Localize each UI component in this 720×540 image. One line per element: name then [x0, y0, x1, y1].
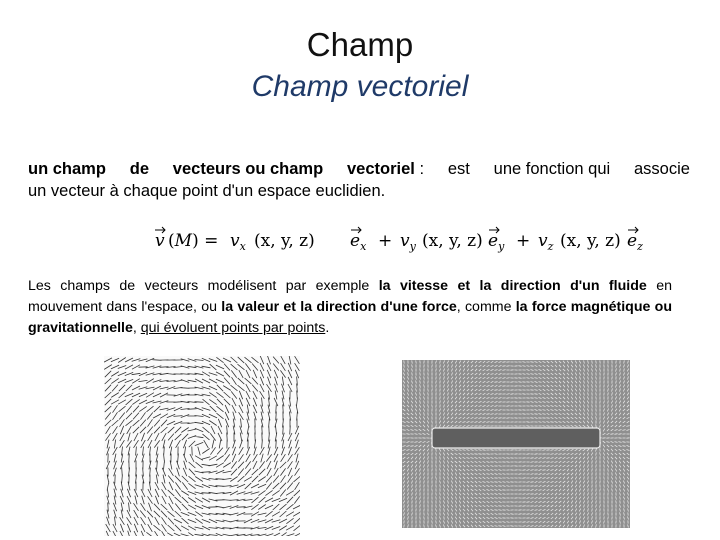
vortex-field-image	[104, 356, 300, 536]
formula-ex: $e_x$	[350, 231, 367, 253]
paragraph-segment: Les champs de vecteurs modélisent par exemple	[28, 278, 379, 294]
formula-args-3: (x, y, z)	[560, 231, 621, 251]
formula-ey: $e_y$	[488, 231, 505, 253]
paragraph-bold: la force magnétique ou gravitationnelle	[28, 299, 672, 336]
definition-separator: :	[419, 160, 425, 178]
formula-vy: $v_y$	[400, 231, 416, 253]
paragraph-segment: en mouvement dans l'espace, ou	[28, 278, 672, 315]
formula-vx: $v_x$	[230, 231, 246, 253]
vector-field-formula	[150, 224, 660, 254]
paragraph-bold: la valeur et la direction d'une force	[221, 299, 457, 315]
magnetic-field-svg	[402, 360, 630, 528]
definition-line-2: un vecteur à chaque point d'un espace euclidien.	[28, 182, 386, 200]
magnetic-field-image	[402, 360, 630, 528]
paragraph-bold: la vitesse et la direction d'un fluide	[378, 278, 647, 294]
definition-line-1	[28, 158, 690, 180]
formula-svg	[150, 224, 660, 254]
formula-ez: $e_z$	[627, 231, 643, 253]
definition-term: vectoriel	[346, 160, 415, 178]
paragraph-text	[28, 276, 672, 339]
slide-title: Champ	[306, 26, 414, 63]
paragraph-underlined: qui évoluent points par points	[140, 320, 326, 336]
definition-term: un champ	[28, 160, 106, 178]
definition-term-wrap	[347, 158, 424, 180]
formula-args-2: (x, y, z)	[422, 231, 483, 251]
vortex-field-svg	[104, 356, 300, 536]
formula-v: v	[155, 231, 165, 251]
paragraph-segment: , comme	[456, 299, 516, 315]
bar-magnet	[432, 428, 600, 448]
formula-plus-1: +	[378, 231, 393, 251]
slide-subtitle: Champ vectoriel	[251, 70, 469, 103]
formula-args-1: (x, y, z)	[254, 231, 315, 251]
definition-word: une fonction qui	[493, 160, 611, 178]
paragraph-segment: .	[325, 320, 330, 336]
formula-lhs-args: (M) =	[168, 231, 219, 251]
paragraph-segment: ,	[132, 320, 141, 336]
definition-word: est	[447, 160, 470, 178]
vortex-strokes	[104, 356, 300, 536]
definition-word: associe	[633, 160, 690, 178]
definition-text	[28, 158, 690, 202]
formula-vz: $v_z$	[538, 231, 554, 253]
formula-plus-2: +	[516, 231, 531, 251]
definition-term: vecteurs ou champ	[172, 160, 324, 178]
definition-term: de	[129, 160, 149, 178]
